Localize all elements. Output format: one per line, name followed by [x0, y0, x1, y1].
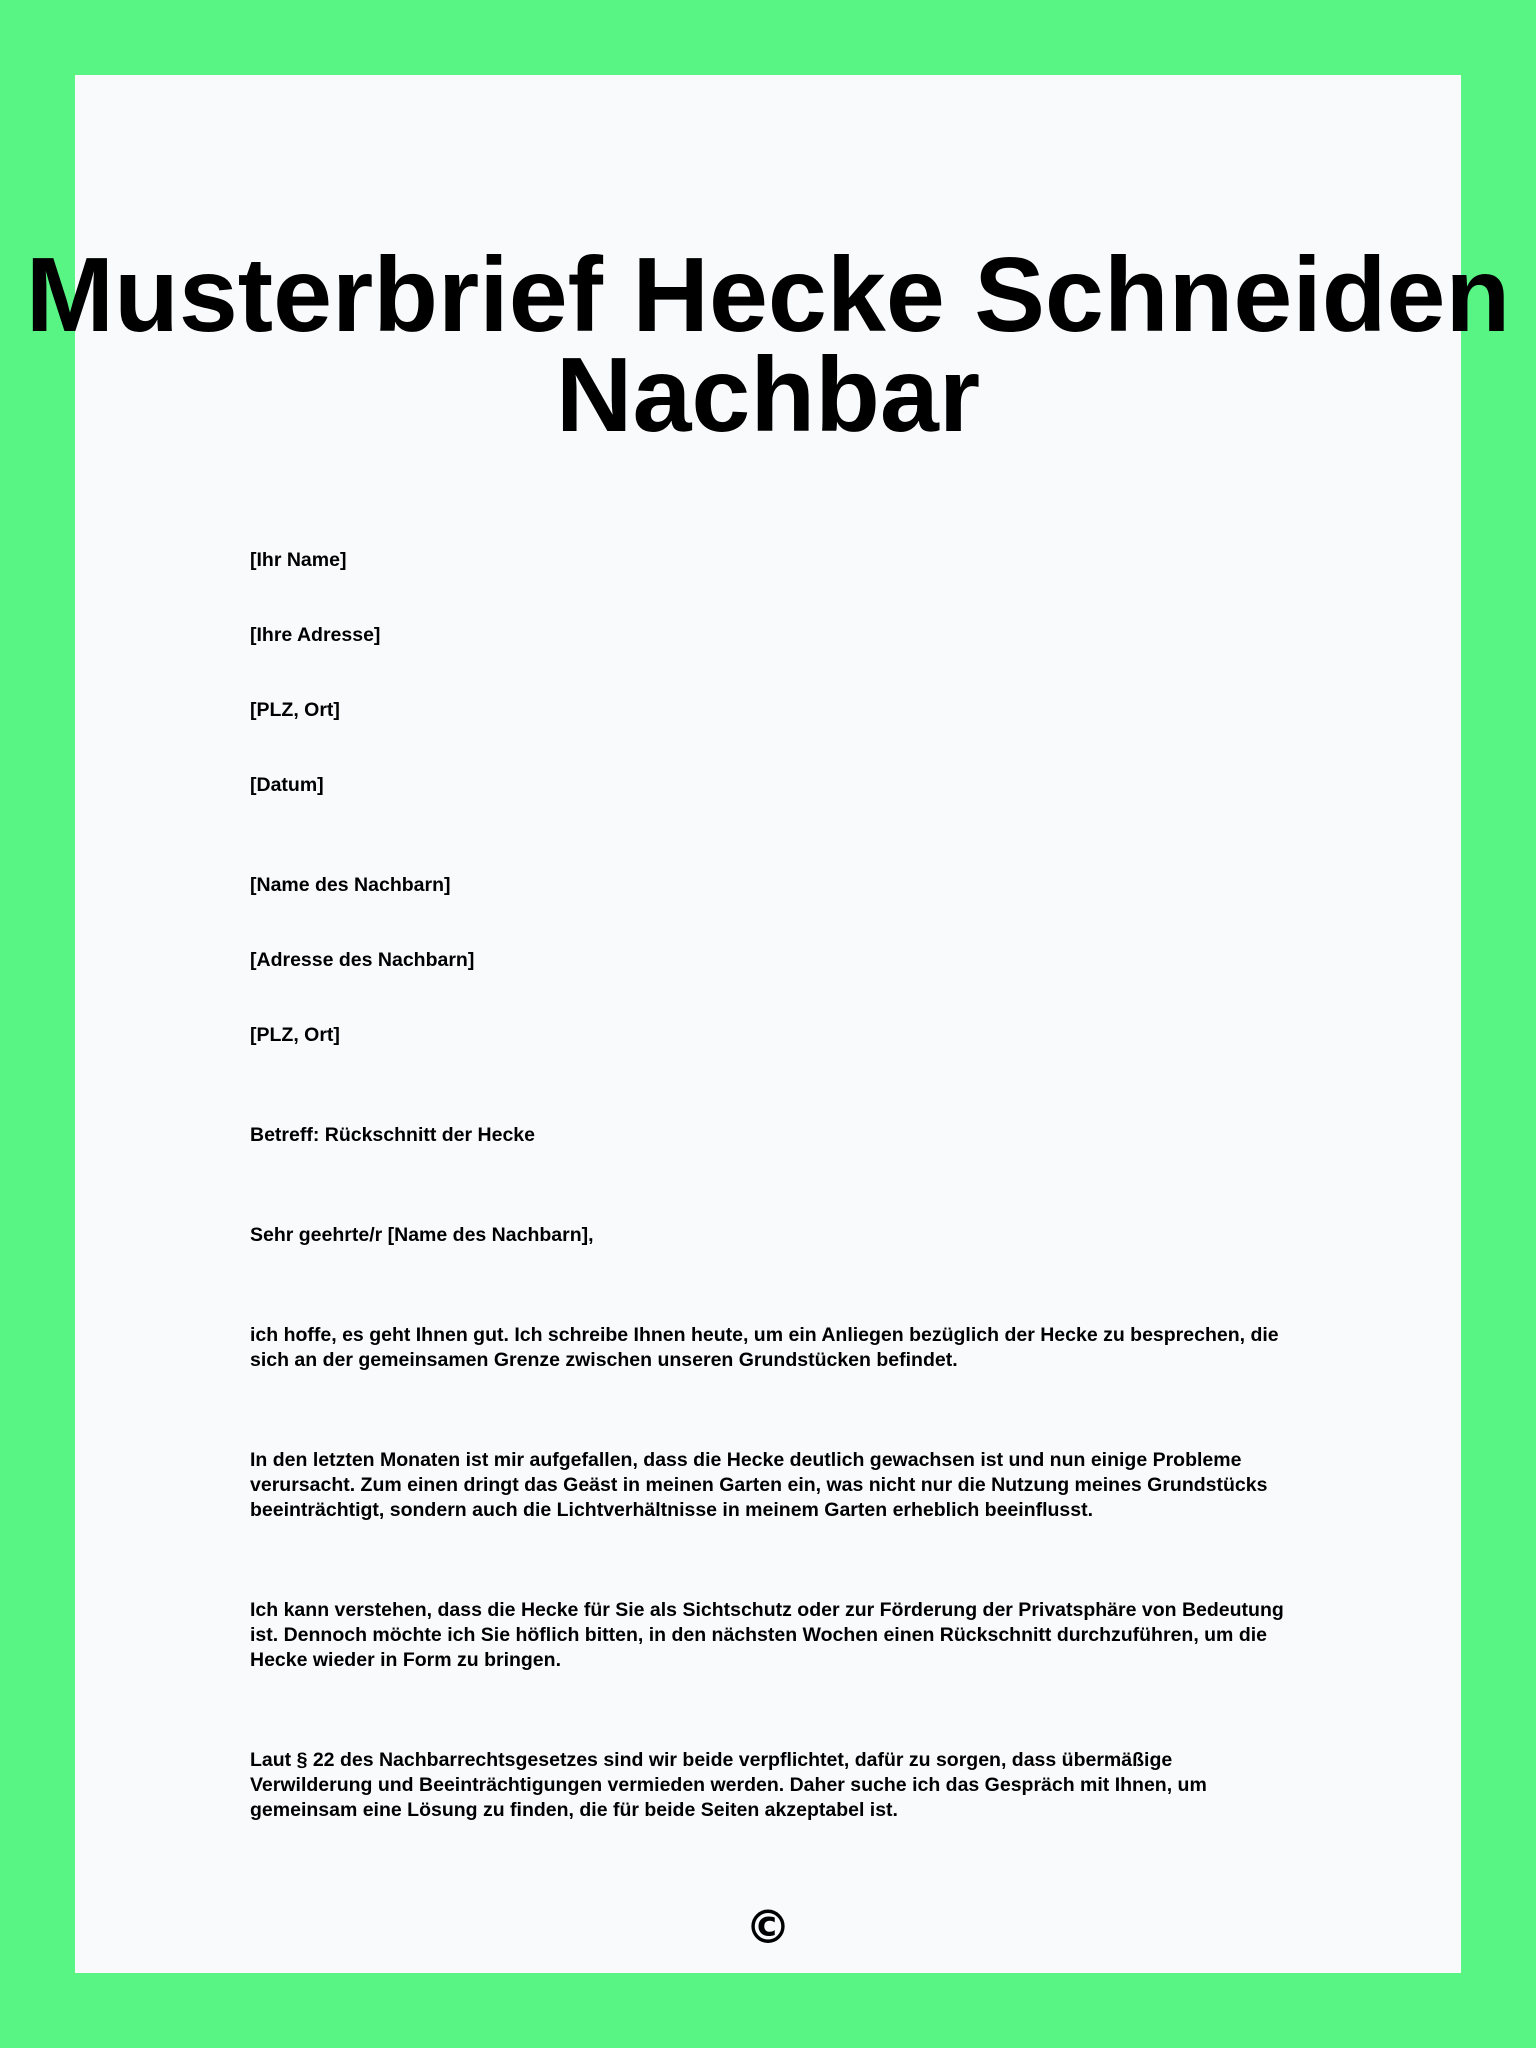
- body-paragraph: Laut § 22 des Nachbarrechtsgesetzes sind wir beide verpflichtet, dafür zu sorgen, dass übermäßige Verwilderung und Beeinträchtigungen vermieden werden. Daher suche ich das Gespräch mit Ihnen, um gemeinsam eine Lösung zu finden, die für beide Seiten akzeptabel ist.: [250, 1749, 1207, 1821]
- recipient-block: [250, 873, 1290, 1048]
- body-paragraph: ich hoffe, es geht Ihnen gut. Ich schreibe Ihnen heute, um ein Anliegen bezüglich der Hecke zu besprechen, die sich an der gemeinsamen Grenze zwischen unseren Grundstücken befindet.: [250, 1324, 1279, 1371]
- recipient-zip-city: [PLZ, Ort]: [250, 1024, 340, 1046]
- copyright-symbol: ©: [745, 1900, 791, 1954]
- body-paragraph: Ich kann verstehen, dass die Hecke für Sie als Sichtschutz oder zur Förderung der Privatsphäre von Bedeutung ist. Dennoch möchte ich Sie höflich bitten, in den nächsten Wochen einen Rückschnitt durchzuführen, um die Hecke wieder in Form zu bringen.: [250, 1599, 1284, 1671]
- body-paragraph: In den letzten Monaten ist mir aufgefallen, dass die Hecke deutlich gewachsen ist und nun einige Probleme verursacht. Zum einen dringt das Geäst in meinen Garten ein, was nicht nur die Nutzung meines Grundstücks beeinträchtigt, sondern auch die Lichtverhältnisse in meinem Garten erheblich beeinflusst.: [250, 1449, 1268, 1521]
- letter-date: [Datum]: [250, 774, 324, 796]
- sender-block: [250, 548, 1290, 798]
- recipient-name: [Name des Nachbarn]: [250, 874, 451, 896]
- letter-subject: Betreff: Rückschnitt der Hecke: [250, 1124, 535, 1146]
- letter-body: [250, 548, 1290, 1823]
- sender-zip-city: [PLZ, Ort]: [250, 699, 340, 721]
- sender-name: [Ihr Name]: [250, 549, 347, 571]
- sender-address: [Ihre Adresse]: [250, 624, 381, 646]
- recipient-address: [Adresse des Nachbarn]: [250, 949, 475, 971]
- document-title: Musterbrief Hecke Schneiden Nachbar: [25, 236, 1511, 454]
- letter-salutation: Sehr geehrte/r [Name des Nachbarn],: [250, 1224, 594, 1246]
